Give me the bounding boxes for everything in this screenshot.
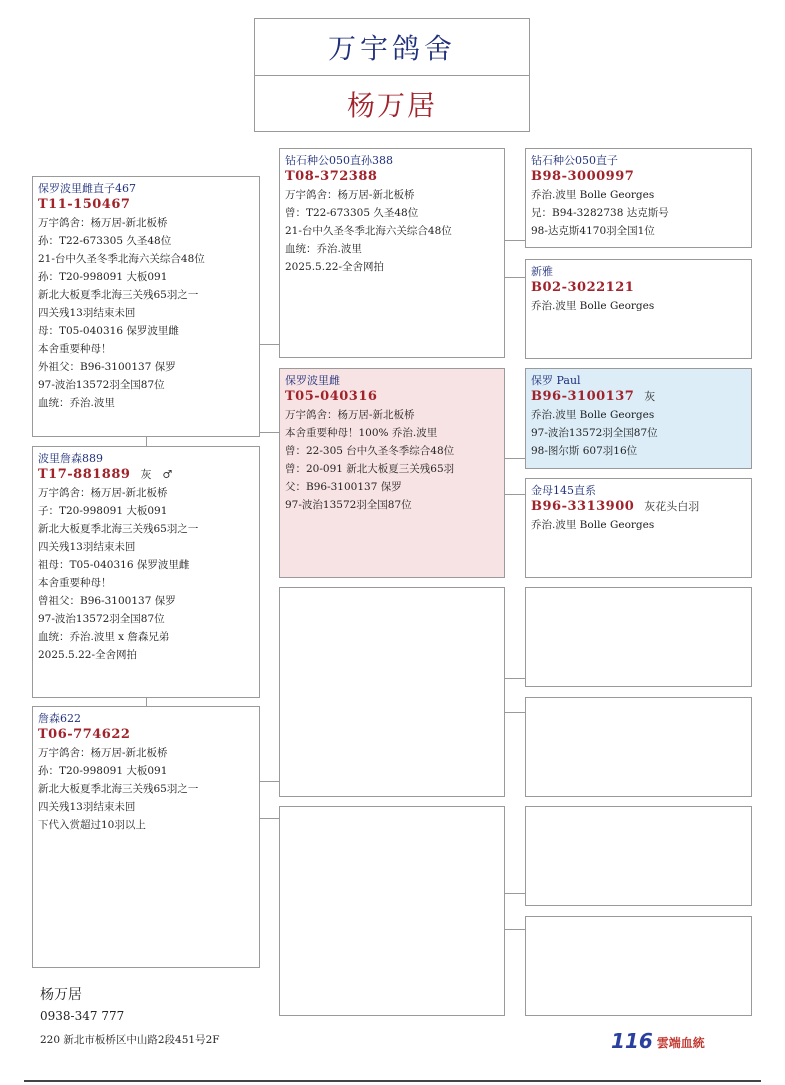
ring-number xyxy=(531,498,746,516)
bird-color: 灰 xyxy=(644,390,656,403)
ring-number-text: B98-3000997 xyxy=(531,169,635,184)
info-line: 新北大板夏季北海三关残65羽之一 xyxy=(38,523,199,535)
info-line: 外祖父：B96-3100137 保罗 xyxy=(38,361,176,373)
info-line: 万宇鸽舍：杨万居-新北板桥 xyxy=(285,189,415,201)
connector xyxy=(146,437,147,446)
bird-color: 灰 ♂ xyxy=(140,468,173,481)
bird-name: 保罗 Paul xyxy=(531,374,581,387)
info-line: 97-波治13572羽全国87位 xyxy=(38,379,165,391)
empty-great-grandparent-card xyxy=(525,587,752,687)
info-line: 血统：乔治.波里 xyxy=(285,243,362,255)
bird-name: 保罗波里雌 xyxy=(285,374,340,387)
empty-great-grandparent-card xyxy=(525,697,752,797)
ring-number xyxy=(531,388,746,406)
ring-number-text: B02-3022121 xyxy=(531,280,635,295)
info-line: 曾：T22-673305 久圣48位 xyxy=(285,207,419,219)
connector xyxy=(260,781,279,782)
info-line: 四关残13羽结束未回 xyxy=(38,801,136,813)
info-line: 万宇鸽舍：杨万居-新北板桥 xyxy=(285,409,415,421)
bird-name: 保罗波里雌直子467 xyxy=(38,182,136,195)
info-line: 万宇鸽舍：杨万居-新北板桥 xyxy=(38,487,168,499)
info-line: 21-台中久圣冬季北海六关综合48位 xyxy=(285,225,452,237)
bird-name: 钻石种公050直子 xyxy=(531,154,618,167)
sire-card xyxy=(32,446,260,698)
ring-number xyxy=(285,388,499,406)
info-line: 新北大板夏季北海三关残65羽之一 xyxy=(38,289,199,301)
info-line: 本舍重要种母！100% 乔治.波里 xyxy=(285,427,438,439)
connector xyxy=(505,678,525,679)
info-line: 四关残13羽结束未回 xyxy=(38,307,136,319)
empty-granddam-card xyxy=(279,806,505,1016)
footer-address: 220 新北市板桥区中山路2段451号2F xyxy=(40,1034,220,1046)
brand-logo xyxy=(611,1030,705,1052)
connector xyxy=(260,432,279,433)
bird-color: 灰花头白羽 xyxy=(644,500,700,513)
ring-number-text: T05-040316 xyxy=(285,389,378,404)
info-line: 血统：乔治.波里 x 詹森兄弟 xyxy=(38,631,170,643)
info-line: 乔治.波里 Bolle Georges xyxy=(531,409,655,421)
connector xyxy=(505,893,525,894)
ring-number-text: T11-150467 xyxy=(38,197,131,212)
info-line: 子：T20-998091 大板091 xyxy=(38,505,168,517)
info-line: 本舍重要种母！ xyxy=(38,577,112,589)
info-line: 新北大板夏季北海三关残65羽之一 xyxy=(38,783,199,795)
ring-number xyxy=(531,168,746,186)
info-line: 乔治.波里 Bolle Georges xyxy=(531,189,655,201)
bird-name: 詹森622 xyxy=(38,712,81,725)
info-line: 母：T05-040316 保罗波里雌 xyxy=(38,325,179,337)
info-line: 兄：B94-3282738 达克斯号 xyxy=(531,207,669,219)
bird-name: 金母145直系 xyxy=(531,484,596,497)
ring-number xyxy=(38,466,254,484)
info-line: 2025.5.22-全舍网拍 xyxy=(285,261,384,273)
great-grandsire-card xyxy=(525,148,752,248)
info-line: 97-波治13572羽全国87位 xyxy=(531,427,658,439)
connector xyxy=(146,698,147,706)
empty-great-grandparent-card xyxy=(525,916,752,1016)
connector xyxy=(505,458,525,459)
great-grandsire-card xyxy=(525,368,752,469)
ring-number xyxy=(531,279,746,297)
ring-number-text: B96-3100137 xyxy=(531,389,635,404)
ring-number-text: T17-881889 xyxy=(38,467,131,482)
logo-number: 116 xyxy=(611,1029,653,1053)
info-line: 本舍重要种母！ xyxy=(38,343,112,355)
bird-name: 新雅 xyxy=(531,265,553,278)
connector xyxy=(505,240,525,241)
dam-card xyxy=(32,706,260,968)
great-granddam-card xyxy=(525,259,752,359)
ring-number xyxy=(38,726,254,744)
connector xyxy=(260,344,279,345)
info-line: 21-台中久圣冬季北海六关综合48位 xyxy=(38,253,205,265)
ring-number-text: B96-3313900 xyxy=(531,499,635,514)
info-line: 孙：T20-998091 大板091 xyxy=(38,765,168,777)
bottom-divider xyxy=(24,1080,761,1082)
info-line: 万宇鸽舍：杨万居-新北板桥 xyxy=(38,217,168,229)
great-granddam-card xyxy=(525,478,752,578)
info-line: 血统：乔治.波里 xyxy=(38,397,115,409)
ring-number-text: T08-372388 xyxy=(285,169,378,184)
empty-great-grandparent-card xyxy=(525,806,752,906)
ring-number xyxy=(38,196,254,214)
info-line: 孙：T20-998091 大板091 xyxy=(38,271,168,283)
connector xyxy=(260,818,279,819)
pedigree-title-box xyxy=(254,18,530,132)
connector xyxy=(505,929,525,930)
connector xyxy=(505,277,525,278)
bird-name: 钻石种公050直孙388 xyxy=(285,154,393,167)
granddam-card xyxy=(279,368,505,578)
info-line: 曾祖父：B96-3100137 保罗 xyxy=(38,595,176,607)
info-line: 曾：20-091 新北大板夏三关残65羽 xyxy=(285,463,455,475)
info-line: 下代入赏超过10羽以上 xyxy=(38,819,146,831)
loft-name: 万宇鸽舍 xyxy=(255,19,529,76)
info-line: 孙：T22-673305 久圣48位 xyxy=(38,235,172,247)
logo-text: 雲端血統 xyxy=(656,1036,705,1050)
info-line: 98-达克斯4170羽全国1位 xyxy=(531,225,655,237)
info-line: 2025.5.22-全舍网拍 xyxy=(38,649,137,661)
info-line: 乔治.波里 Bolle Georges xyxy=(531,300,655,312)
bird-name: 波里詹森889 xyxy=(38,452,103,465)
ring-number xyxy=(285,168,499,186)
info-line: 乔治.波里 Bolle Georges xyxy=(531,519,655,531)
info-line: 曾：22-305 台中久圣冬季综合48位 xyxy=(285,445,455,457)
info-line: 98-图尔斯 607羽16位 xyxy=(531,445,638,457)
owner-name: 杨万居 xyxy=(346,89,437,122)
footer-owner-name: 杨万居 xyxy=(40,987,82,1003)
empty-grandsire-card xyxy=(279,587,505,797)
grandsire-card xyxy=(279,148,505,358)
info-line: 万宇鸽舍：杨万居-新北板桥 xyxy=(38,747,168,759)
info-line: 97-波治13572羽全国87位 xyxy=(38,613,165,625)
info-line: 祖母：T05-040316 保罗波里雌 xyxy=(38,559,190,571)
info-line: 四关残13羽结束未回 xyxy=(38,541,136,553)
info-line: 父：B96-3100137 保罗 xyxy=(285,481,402,493)
footer-phone: 0938-347 777 xyxy=(40,1009,125,1023)
connector xyxy=(505,712,525,713)
info-line: 97-波治13572羽全国87位 xyxy=(285,499,412,511)
connector xyxy=(505,494,525,495)
subject-card xyxy=(32,176,260,437)
ring-number-text: T06-774622 xyxy=(38,727,131,742)
